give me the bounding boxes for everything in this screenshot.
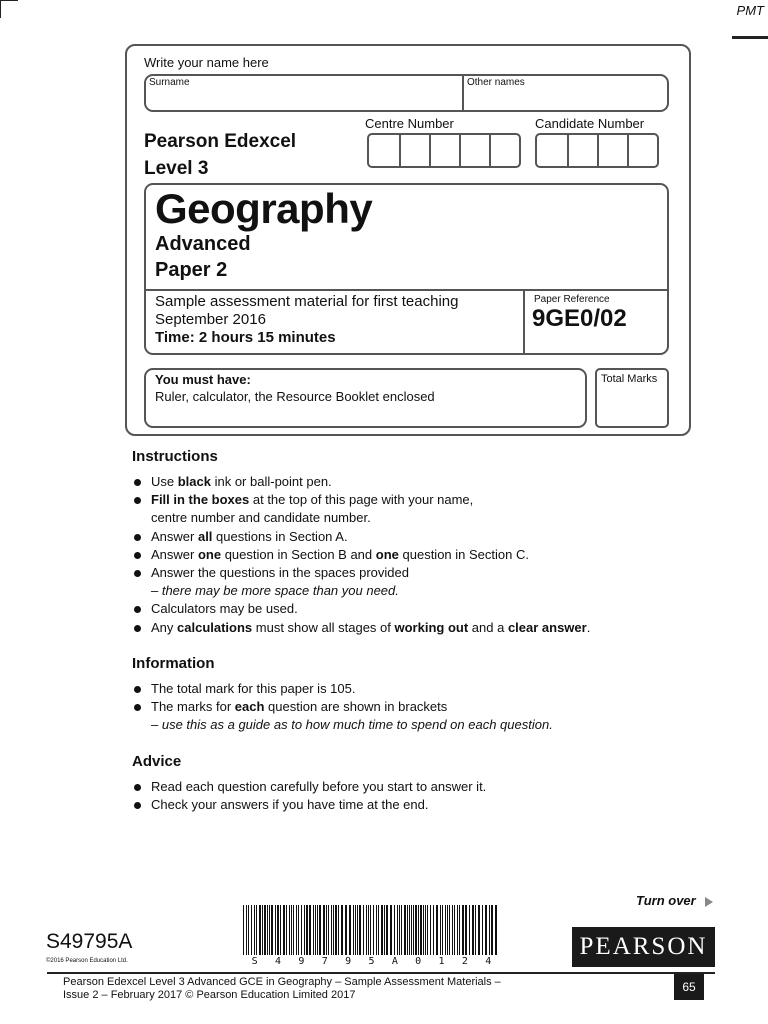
subject-paper: Paper 2	[155, 259, 228, 281]
barcode-bar	[298, 905, 299, 955]
list-item	[132, 491, 590, 527]
barcode-digit: 7	[321, 956, 328, 967]
barcode-bar	[291, 905, 292, 955]
list-item	[132, 600, 590, 618]
barcode-bar	[475, 905, 476, 955]
barcode-bar	[430, 905, 431, 955]
barcode-bar	[280, 905, 281, 955]
barcode-digit: 4	[485, 956, 492, 967]
barcode-bar	[413, 905, 414, 955]
information-section	[132, 655, 553, 735]
candidate-digit-box[interactable]	[567, 135, 597, 166]
candidate-digit-box[interactable]	[537, 135, 567, 166]
text: .	[586, 619, 591, 635]
barcode-bar	[248, 905, 249, 955]
barcode-bar	[425, 905, 426, 955]
instructions-heading: Instructions	[132, 448, 218, 465]
list-item	[132, 546, 590, 564]
centre-number-label: Centre Number	[365, 116, 454, 131]
note: – there may be more space than you need.	[151, 583, 399, 599]
barcode-bar	[399, 905, 400, 955]
text: question in Section C.	[398, 546, 529, 562]
paper-reference-label: Paper Reference	[534, 294, 610, 305]
barcode-bar	[452, 905, 453, 955]
emphasis: Fill in the boxes	[151, 492, 250, 508]
barcode-bar	[411, 905, 412, 955]
candidate-digit-box[interactable]	[627, 135, 657, 166]
board-level: Level 3	[144, 158, 209, 179]
surname-field[interactable]	[146, 76, 462, 110]
barcode-bar	[404, 905, 406, 955]
barcode-bar	[378, 905, 379, 955]
barcode-bar	[301, 905, 302, 955]
barcode	[243, 905, 500, 955]
barcode-bar	[465, 905, 467, 955]
barcode-bar	[309, 905, 311, 955]
barcode-bar	[271, 905, 273, 955]
paper-reference-code: 9GE0/02	[532, 305, 627, 332]
cover-panel	[125, 44, 691, 436]
barcode-bar	[355, 905, 356, 955]
pmt-rule	[732, 36, 768, 39]
barcode-bar	[423, 905, 424, 955]
list-item	[132, 528, 590, 546]
list-item: Read each question carefully before you start to answer it.	[132, 778, 486, 796]
barcode-bar	[269, 905, 270, 955]
text: Answer the questions in the spaces provided	[151, 565, 409, 581]
barcode-bar	[315, 905, 316, 955]
barcode-bar	[472, 905, 474, 955]
barcode-bar	[338, 905, 339, 955]
barcode-digit: 2	[461, 956, 468, 967]
barcode-bar	[390, 905, 392, 955]
barcode-bar	[418, 905, 419, 955]
sample-info	[155, 293, 458, 347]
board-name: Pearson Edexcel	[144, 131, 297, 152]
must-have-title: You must have:	[155, 372, 251, 387]
barcode-bar	[366, 905, 367, 955]
text: The marks for	[151, 699, 235, 715]
barcode-bar	[436, 905, 438, 955]
barcode-bar	[447, 905, 448, 955]
barcode-bar	[286, 905, 287, 955]
centre-digit-box[interactable]	[459, 135, 489, 166]
list-item: Check your answers if you have time at the end.	[132, 796, 486, 814]
barcode-bar	[363, 905, 364, 955]
barcode-bar	[381, 905, 383, 955]
barcode-bar	[415, 905, 417, 955]
barcode-bar	[254, 905, 255, 955]
list-item	[132, 619, 590, 637]
barcode-bar	[256, 905, 257, 955]
barcode-bar	[373, 905, 374, 955]
reference-divider	[523, 289, 525, 353]
total-marks-label: Total Marks	[601, 373, 658, 385]
list-item: The total mark for this paper is 105.	[132, 680, 553, 698]
barcode-digit: 1	[438, 956, 445, 967]
barcode-bar	[449, 905, 450, 955]
barcode-bar	[397, 905, 398, 955]
advice-list	[132, 778, 486, 814]
barcode-bar	[459, 905, 460, 955]
barcode-bar	[341, 905, 343, 955]
barcode-bar	[368, 905, 369, 955]
footer-text	[63, 976, 543, 1002]
barcode-bar	[306, 905, 308, 955]
barcode-bar	[357, 905, 358, 955]
barcode-bar	[384, 905, 385, 955]
centre-digit-box[interactable]	[369, 135, 399, 166]
barcode-bar	[283, 905, 285, 955]
barcode-bar	[262, 905, 263, 955]
barcode-bar	[454, 905, 455, 955]
emphasis: one	[197, 546, 222, 562]
barcode-bar	[333, 905, 334, 955]
emphasis: clear answer	[507, 619, 587, 635]
centre-digit-box[interactable]	[429, 135, 459, 166]
barcode-bar	[485, 905, 487, 955]
text: centre number and candidate number.	[151, 510, 371, 526]
barcode-bar	[319, 905, 321, 955]
centre-digit-box[interactable]	[489, 135, 519, 166]
subject-level: Advanced	[155, 233, 251, 255]
text: Answer	[151, 546, 198, 562]
barcode-bar	[495, 905, 497, 955]
barcode-bar	[293, 905, 294, 955]
text: and a	[468, 619, 508, 635]
text: question in Section B and	[221, 546, 376, 562]
note: – use this as a guide as to how much time to spend on each question.	[151, 717, 553, 733]
barcode-bar	[264, 905, 266, 955]
barcode-bar	[246, 905, 247, 955]
barcode-bar	[243, 905, 244, 955]
barcode-bar	[376, 905, 377, 955]
emphasis: all	[197, 528, 213, 544]
candidate-number-boxes	[535, 133, 659, 168]
barcode-bar	[433, 905, 434, 955]
footer-rule	[47, 972, 715, 974]
barcode-bar	[251, 905, 252, 955]
barcode-digit: 9	[345, 956, 352, 967]
text: ink or ball-point pen.	[210, 474, 332, 489]
list-item	[132, 564, 590, 600]
barcode-digit: A	[391, 956, 398, 967]
barcode-bar	[386, 905, 388, 955]
information-heading: Information	[132, 655, 215, 672]
exam-time: Time: 2 hours 15 minutes	[155, 329, 336, 346]
footer-line-2: Issue 2 – February 2017 © Pearson Education Limited 2017	[63, 989, 356, 1001]
emphasis: working out	[394, 619, 469, 635]
triangle-right-icon	[705, 897, 713, 907]
total-marks-box[interactable]	[595, 368, 669, 428]
barcode-bar	[328, 905, 329, 955]
text: at the top of this page with your name,	[249, 492, 474, 508]
text: questions in Section A.	[212, 528, 348, 544]
barcode-digit: 9	[298, 956, 305, 967]
barcode-bar	[478, 905, 480, 955]
barcode-bar	[267, 905, 268, 955]
subject-divider	[146, 289, 667, 291]
subject-box	[144, 183, 669, 355]
barcode-bar	[489, 905, 490, 955]
other-names-label: Other names	[467, 77, 525, 88]
candidate-number-label: Candidate Number	[535, 116, 645, 131]
barcode-bar	[289, 905, 290, 955]
subject-details	[155, 231, 251, 283]
write-name-label: Write your name here	[144, 55, 269, 70]
barcode-bar	[462, 905, 464, 955]
sample-line-1: Sample assessment material for first teaching	[155, 293, 459, 310]
exam-board	[144, 128, 296, 182]
barcode-bar	[275, 905, 276, 955]
footer-line-1: Pearson Edexcel Level 3 Advanced GCE in Geography – Sample Assessment Materials –	[63, 976, 501, 988]
barcode-bar	[335, 905, 337, 955]
emphasis: calculations	[177, 619, 253, 635]
barcode-bar	[345, 905, 347, 955]
surname-label: Surname	[149, 77, 190, 88]
name-box	[144, 74, 669, 112]
paper-code: S49795A	[46, 930, 133, 953]
barcode-bar	[323, 905, 325, 955]
barcode-digits	[243, 956, 500, 967]
barcode-bar	[445, 905, 446, 955]
instructions-list	[132, 473, 590, 637]
barcode-bar	[313, 905, 314, 955]
barcode-digit: 4	[275, 956, 282, 967]
advice-section	[132, 753, 486, 814]
turn-over-label: Turn over	[636, 893, 696, 908]
barcode-bar	[420, 905, 422, 955]
barcode-digit: 0	[415, 956, 422, 967]
text: Calculators may be used.	[151, 601, 298, 617]
must-have-items: Ruler, calculator, the Resource Booklet enclosed	[155, 389, 435, 404]
barcode-bar	[442, 905, 443, 955]
text: must show all stages of	[252, 619, 395, 635]
sample-line-2: September 2016	[155, 311, 266, 328]
must-have-box	[144, 368, 587, 428]
text: Any	[151, 619, 178, 635]
barcode-bar	[407, 905, 408, 955]
barcode-bar	[326, 905, 327, 955]
barcode-bar	[296, 905, 297, 955]
text: Answer	[151, 528, 198, 544]
advice-heading: Advice	[132, 753, 182, 770]
list-item	[132, 473, 590, 491]
information-list	[132, 680, 553, 735]
instructions-section	[132, 448, 590, 637]
pearson-logo: PEARSON	[572, 927, 715, 967]
barcode-bar	[469, 905, 470, 955]
barcode-bar	[457, 905, 458, 955]
barcode-bar	[259, 905, 261, 955]
barcode-bar	[427, 905, 428, 955]
list-item	[132, 698, 553, 734]
barcode-bar	[482, 905, 483, 955]
barcode-bar	[370, 905, 371, 955]
crop-mark	[0, 0, 18, 18]
candidate-digit-box[interactable]	[597, 135, 627, 166]
barcode-bar	[331, 905, 332, 955]
other-names-field[interactable]	[462, 76, 667, 110]
text: question are shown in brackets	[264, 699, 448, 715]
barcode-bar	[359, 905, 361, 955]
centre-digit-box[interactable]	[399, 135, 429, 166]
barcode-digit: S	[251, 956, 258, 967]
emphasis: each	[234, 699, 265, 715]
barcode-bar	[277, 905, 279, 955]
emphasis: black	[177, 474, 211, 489]
barcode-bar	[440, 905, 441, 955]
barcode-bar	[394, 905, 395, 955]
page-number: 65	[674, 974, 704, 1000]
barcode-bar	[353, 905, 354, 955]
barcode-digit: 5	[368, 956, 375, 967]
barcode-bar	[349, 905, 351, 955]
barcode-bar	[491, 905, 493, 955]
barcode-bar	[317, 905, 318, 955]
copyright: ©2016 Pearson Education Ltd.	[46, 958, 128, 964]
subject-title: Geography	[155, 185, 373, 232]
barcode-bar	[409, 905, 410, 955]
barcode-bar	[401, 905, 402, 955]
text: Use	[151, 474, 178, 489]
emphasis: one	[375, 546, 399, 562]
pmt-label: PMT	[736, 3, 764, 18]
barcode-bar	[304, 905, 305, 955]
centre-number-boxes	[367, 133, 521, 168]
